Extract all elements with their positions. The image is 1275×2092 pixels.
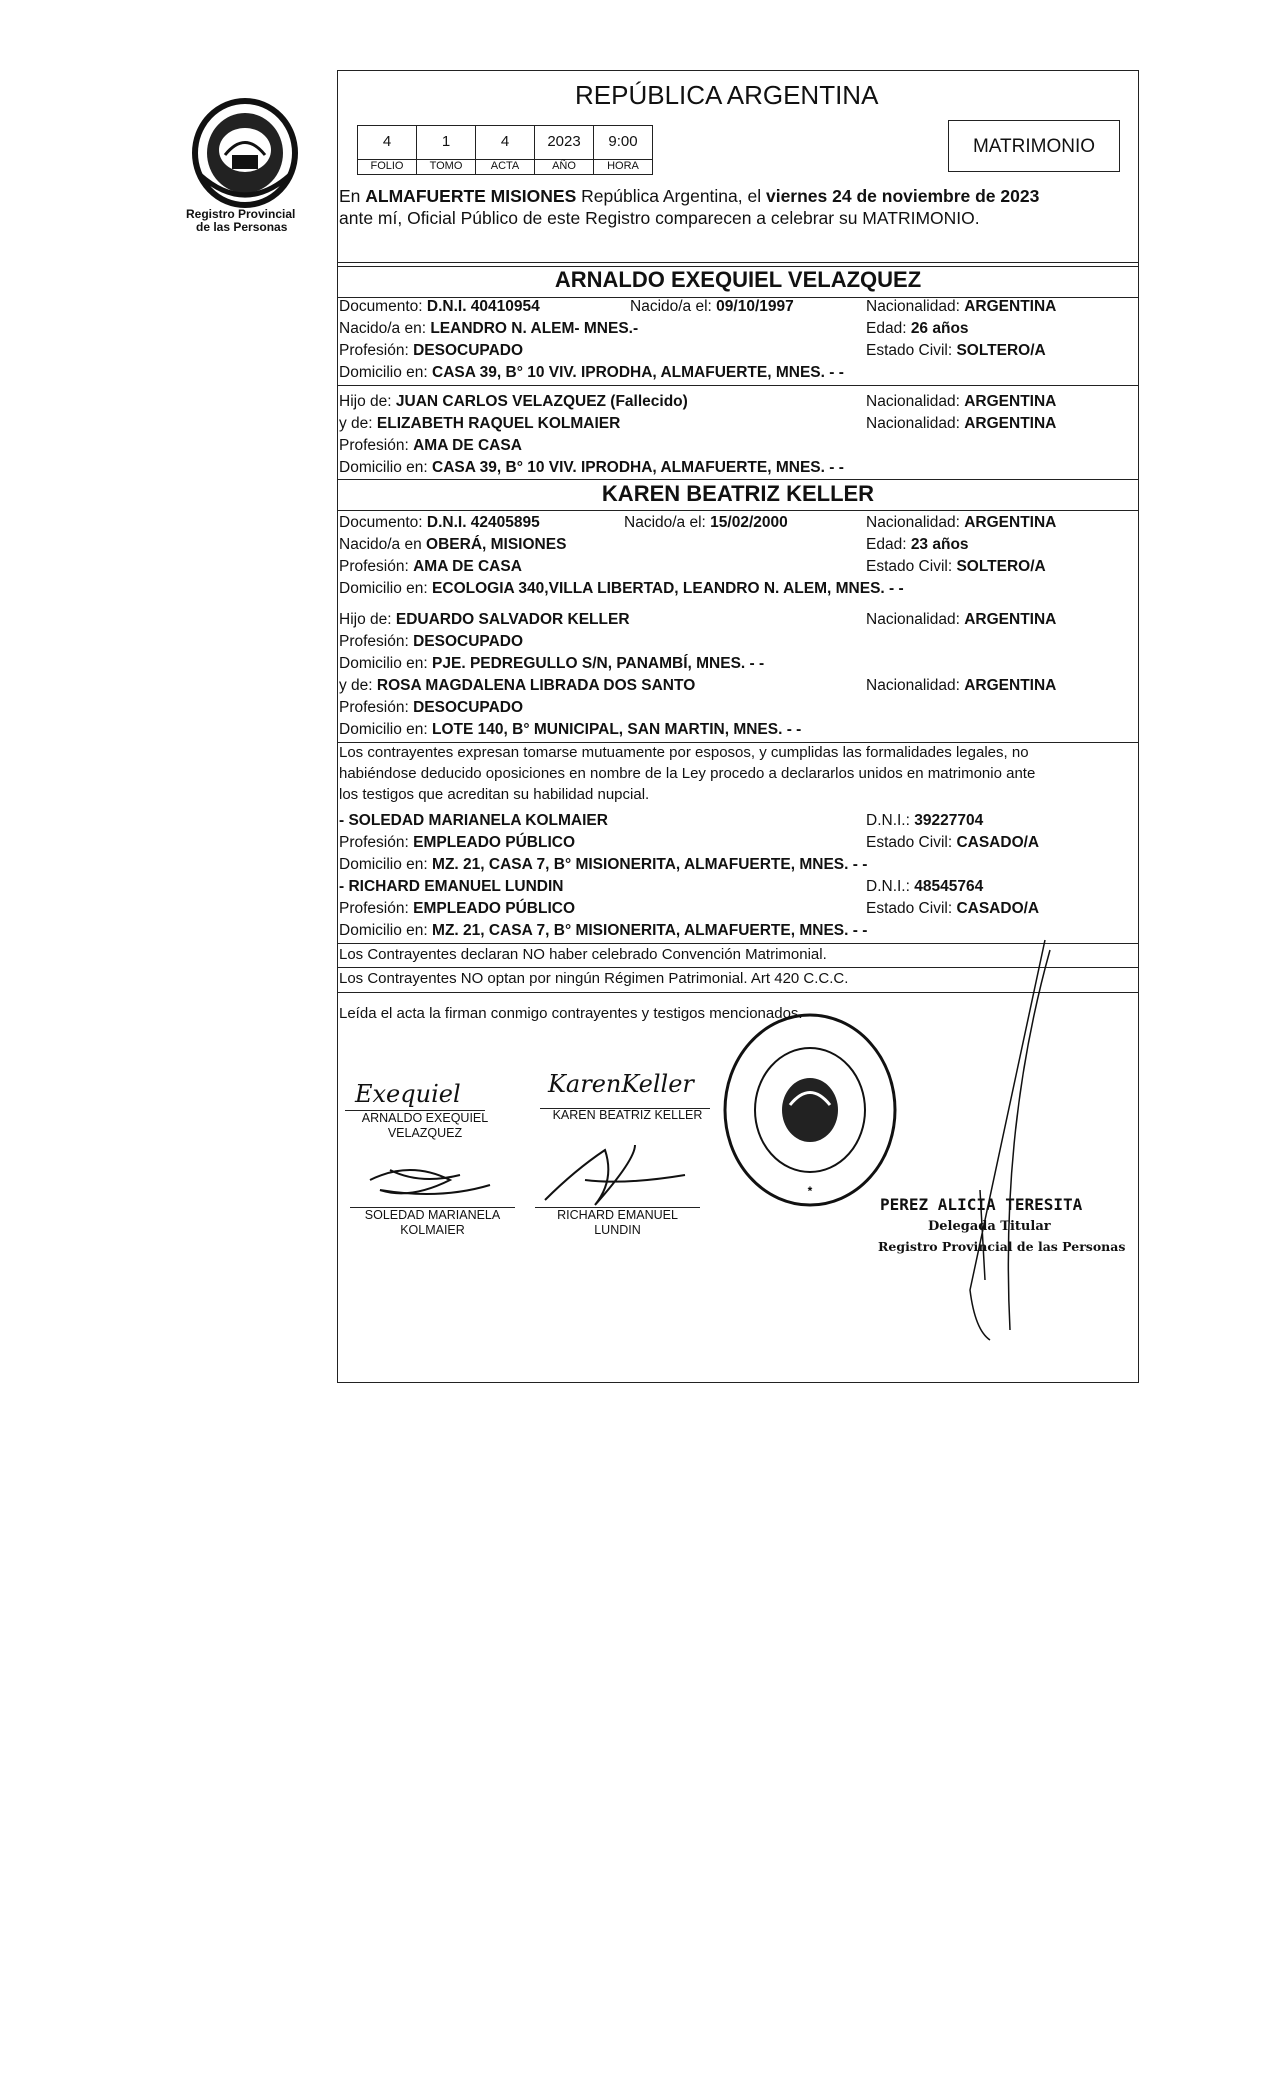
official-signature-scribble	[950, 930, 1070, 1350]
c1-civil: Estado Civil: SOLTERO/A	[866, 342, 1046, 359]
c1-nat: Nacionalidad: ARGENTINA	[866, 298, 1057, 315]
c2-father-nat: Nacionalidad: ARGENTINA	[866, 611, 1057, 628]
official-office: Registro Provincial de las Personas	[878, 1239, 1126, 1254]
signature-arnaldo-script: Exequiel	[355, 1080, 461, 1108]
c2-father-prof: Profesión: DESOCUPADO	[339, 633, 524, 650]
contrayente-2-name: KAREN BEATRIZ KELLER	[601, 481, 875, 506]
logo-caption-1: Registro Provincial	[186, 207, 296, 221]
ano-value: 2023	[534, 125, 594, 160]
declaration-line-3: los testigos que acreditan su habilidad nupcial.	[339, 786, 650, 803]
c1-doc: Documento: D.N.I. 40410954	[339, 298, 540, 315]
contrayente-1-name: ARNALDO EXEQUIEL VELAZQUEZ	[554, 267, 922, 292]
w2-prof: Profesión: EMPLEADO PÚBLICO	[339, 900, 576, 917]
hora-value: 9:00	[593, 125, 653, 160]
witness-2-name: - RICHARD EMANUEL LUNDIN	[339, 878, 564, 895]
w2-dom: Domicilio en: MZ. 21, CASA 7, B° MISIONERITA, ALMAFUERTE, MNES. - -	[339, 922, 868, 939]
signature-karen-script: KarenKeller	[548, 1070, 694, 1098]
official-name: PEREZ ALICIA TERESITA	[880, 1195, 1083, 1214]
signature-soledad	[350, 1160, 525, 1240]
c1-mother-nat: Nacionalidad: ARGENTINA	[866, 415, 1057, 432]
c2-mother-nat: Nacionalidad: ARGENTINA	[866, 677, 1057, 694]
signature-arnaldo	[345, 1080, 515, 1140]
c1-father-nat: Nacionalidad: ARGENTINA	[866, 393, 1057, 410]
c1-mother-prof: Profesión: AMA DE CASA	[339, 437, 522, 454]
c2-mother-dom: Domicilio en: LOTE 140, B° MUNICIPAL, SAN MARTIN, MNES. - -	[339, 721, 802, 738]
c2-father-dom: Domicilio en: PJE. PEDREGULLO S/N, PANAMBÍ, MNES. - -	[339, 655, 765, 672]
intro-date: viernes 24 de noviembre de 2023	[765, 186, 1040, 206]
signature-richard-label-2: LUNDIN	[594, 1223, 641, 1237]
act-type-box	[948, 120, 1120, 172]
c1-prof: Profesión: DESOCUPADO	[339, 342, 524, 359]
c1-age: Edad: 26 años	[866, 320, 969, 337]
declaration-line-2: habiéndose deducido oposiciones en nombre de la Ley procedo a declararlos unidos en matrimonio ante	[339, 765, 1036, 782]
tomo-label: TOMO	[416, 159, 476, 175]
official-stamp	[720, 1010, 900, 1210]
c2-civil: Estado Civil: SOLTERO/A	[866, 558, 1046, 575]
folio-label: FOLIO	[357, 159, 417, 175]
folio-value: 4	[357, 125, 417, 160]
coat-of-arms-icon	[180, 95, 310, 210]
signature-karen	[540, 1070, 720, 1130]
signature-richard	[535, 1140, 710, 1240]
w1-dni: D.N.I.: 39227704	[866, 812, 984, 829]
c2-nat: Nacionalidad: ARGENTINA	[866, 514, 1057, 531]
signature-soledad-label-2: KOLMAIER	[400, 1223, 465, 1237]
regime-note: Los Contrayentes NO optan por ningún Régimen Patrimonial. Art 420 C.C.C.	[339, 970, 849, 987]
signature-arnaldo-label-1: ARNALDO EXEQUIEL	[361, 1111, 489, 1125]
official-title: Delegada Titular	[928, 1219, 1051, 1234]
c1-born: Nacido/a el: 09/10/1997	[630, 298, 794, 315]
c2-mother: y de: ROSA MAGDALENA LIBRADA DOS SANTO	[339, 677, 696, 694]
signature-soledad-label-1: SOLEDAD MARIANELA	[364, 1208, 501, 1222]
witness-1-name: - SOLEDAD MARIANELA KOLMAIER	[339, 812, 608, 829]
intro-line-2: ante mí, Oficial Público de este Registro comparecen a celebrar su MATRIMONIO.	[339, 208, 980, 228]
c1-mother: y de: ELIZABETH RAQUEL KOLMAIER	[339, 415, 621, 432]
province-logo	[180, 95, 310, 210]
country-title: REPÚBLICA ARGENTINA	[575, 80, 879, 110]
c2-prof: Profesión: AMA DE CASA	[339, 558, 522, 575]
acta-label: ACTA	[475, 159, 535, 175]
c2-birthplace: Nacido/a en OBERÁ, MISIONES	[339, 536, 567, 553]
ano-label: AÑO	[534, 159, 594, 175]
hora-label: HORA	[593, 159, 653, 175]
stamp-seal-icon	[720, 1010, 900, 1210]
tomo-value: 1	[416, 125, 476, 160]
w1-civil: Estado Civil: CASADO/A	[866, 834, 1040, 851]
signature-richard-label-1: RICHARD EMANUEL	[557, 1208, 678, 1222]
reading-note: Leída el acta la firman conmigo contrayentes y testigos mencionados.	[339, 1005, 803, 1022]
signature-karen-label: KAREN BEATRIZ KELLER	[552, 1108, 703, 1122]
intro-place: ALMAFUERTE MISIONES	[365, 186, 577, 206]
c2-mother-prof: Profesión: DESOCUPADO	[339, 699, 524, 716]
acta-value: 4	[475, 125, 535, 160]
svg-text:*: *	[807, 1184, 813, 1198]
declaration-line-1: Los contrayentes expresan tomarse mutuamente por esposos, y cumplidas las formalidades legales, no	[339, 744, 1029, 761]
c2-doc: Documento: D.N.I. 42405895	[339, 514, 540, 531]
c2-age: Edad: 23 años	[866, 536, 969, 553]
intro-mid: República Argentina, el	[576, 186, 766, 206]
intro-line-1	[339, 186, 1039, 206]
c1-birthplace: Nacido/a en: LEANDRO N. ALEM- MNES.-	[339, 320, 639, 337]
signature-richard-scribble	[535, 1140, 710, 1210]
w2-civil: Estado Civil: CASADO/A	[866, 900, 1040, 917]
signature-arnaldo-label-2: VELAZQUEZ	[387, 1126, 463, 1140]
c1-father: Hijo de: JUAN CARLOS VELAZQUEZ (Fallecido)	[339, 393, 688, 410]
signature-soledad-scribble	[350, 1160, 525, 1210]
c2-father: Hijo de: EDUARDO SALVADOR KELLER	[339, 611, 630, 628]
w2-dni: D.N.I.: 48545764	[866, 878, 984, 895]
w1-prof: Profesión: EMPLEADO PÚBLICO	[339, 834, 576, 851]
c2-born: Nacido/a el: 15/02/2000	[624, 514, 788, 531]
logo-caption-2: de las Personas	[196, 220, 288, 234]
c1-dom: Domicilio en: CASA 39, B° 10 VIV. IPRODHA, ALMAFUERTE, MNES. - -	[339, 364, 844, 381]
c2-dom: Domicilio en: ECOLOGIA 340,VILLA LIBERTAD, LEANDRO N. ALEM, MNES. - -	[339, 580, 904, 597]
convention-note: Los Contrayentes declaran NO haber celebrado Convención Matrimonial.	[339, 946, 827, 963]
act-type: MATRIMONIO	[972, 136, 1096, 157]
w1-dom: Domicilio en: MZ. 21, CASA 7, B° MISIONERITA, ALMAFUERTE, MNES. - -	[339, 856, 868, 873]
intro-prefix: En	[339, 186, 366, 206]
c1-mother-dom: Domicilio en: CASA 39, B° 10 VIV. IPRODHA, ALMAFUERTE, MNES. - -	[339, 459, 844, 476]
